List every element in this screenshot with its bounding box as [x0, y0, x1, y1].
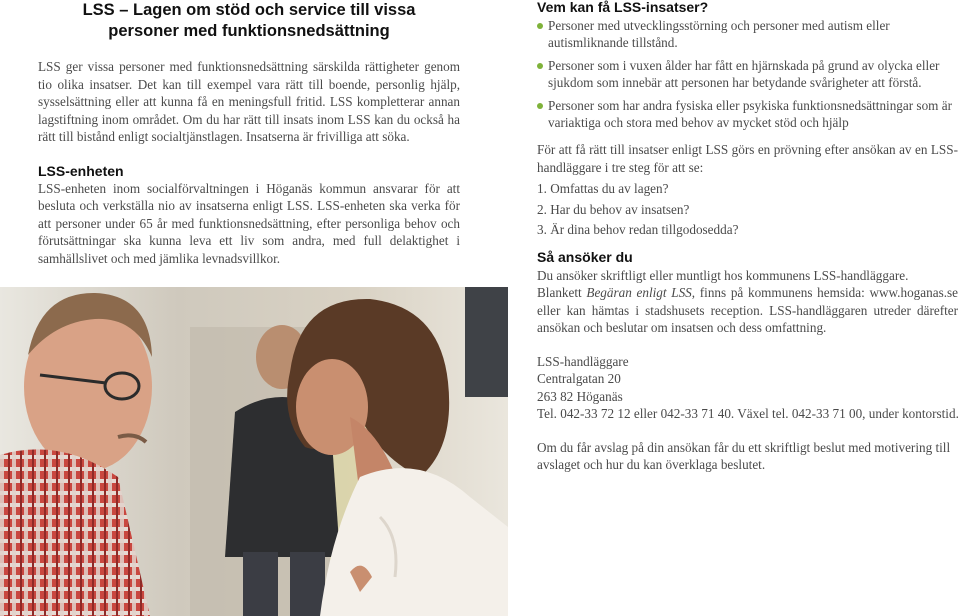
who-heading: Vem kan få LSS-insatser?	[537, 0, 709, 15]
right-column	[537, 0, 958, 474]
contact-phone: Tel. 042-33 72 12 eller 042-33 71 40. Växel tel. 042-33 71 00, under kontorstid.	[537, 406, 959, 421]
lss-enheten-heading: LSS-enheten	[38, 162, 124, 179]
criteria-item-3: Personer som har andra fysiska eller psykiska funktionsnedsättningar som är variaktiga och stora med behov av mycket stöd och hjälp	[537, 97, 958, 131]
question-list	[537, 180, 958, 239]
main-title-line-1: LSS – Lagen om stöd och service till vissa	[82, 1, 416, 19]
appeal-paragraph: Om du får avslag på din ansökan får du ett skriftligt beslut med motivering till avslaget och hur du kan överklaga beslutet.	[537, 439, 951, 472]
contact-block	[537, 353, 958, 423]
photo-two-people	[0, 287, 508, 616]
contact-city: 263 82 Höganäs	[537, 388, 623, 404]
criteria-item-1: Personer med utvecklingsstörning och personer med autism eller autismliknande tillstånd.	[537, 17, 958, 51]
apply-heading: Så ansöker du	[537, 248, 633, 265]
lss-enheten-paragraph: LSS-enheten inom socialförvaltningen i Höganäs kommun ansvarar för att besluta och verkställa nio av insatserna enligt LSS. LSS-enheten ska verka för att personer under 65 år med funktionsnedsättning, efter personliga behov och förutsättningar ska kunna leva ett liv som andra, med full delaktighet i samhällslivet och med jämlika levnadsvillkor.	[38, 180, 460, 266]
criteria-list	[537, 17, 958, 131]
main-title	[38, 0, 460, 42]
left-column	[38, 0, 460, 267]
bullet-icon	[537, 103, 543, 109]
form-name: Begäran enligt LSS	[586, 285, 692, 300]
apply-paragraph: Blankett Begäran enligt LSS, finns på kommunens hemsida: www.hoganas.se eller kan hämtas i stadshusets reception. LSS-handläggaren utreder därefter ansökan och beslutar om insatsen och dess omfattning.	[537, 285, 958, 335]
question-2: 2. Har du behov av insatsen?	[537, 201, 690, 217]
main-title-line-2: personer med funktionsnedsättning	[108, 22, 390, 40]
contact-street: Centralgatan 20	[537, 371, 621, 386]
contact-title: LSS-handläggare	[537, 353, 629, 369]
criteria-item-2: Personer som i vuxen ålder har fått en hjärnskada på grund av olycka eller sjukdom som innebär att personen har betydande svårigheter att förstå.	[537, 57, 958, 91]
assessment-intro: För att få rätt till insatser enligt LSS görs en prövning efter ansökan av en LSS-handläggare i tre steg för att se:	[537, 142, 958, 175]
bullet-icon	[537, 23, 543, 29]
question-3: 3. Är dina behov redan tillgodosedda?	[537, 222, 739, 237]
intro-paragraph: LSS ger vissa personer med funktionsnedsättning särskilda rättigheter genom tio olika insatser. Det kan till exempel vara rätt till boende, personlig hjälp, sysselsättning eller att kunna få en meningsfull fritid. LSS kompletterar annan lagstiftning inom området. Om du har rätt till insats inom LSS kan du också ha rätt till bistånd enligt socialtjänstlagen. Insatserna är frivilliga att söka.	[38, 59, 460, 144]
bullet-icon	[537, 63, 543, 69]
apply-line-1: Du ansöker skriftligt eller muntligt hos kommunens LSS-handläggare.	[537, 267, 909, 283]
question-1: 1. Omfattas du av lagen?	[537, 181, 669, 196]
